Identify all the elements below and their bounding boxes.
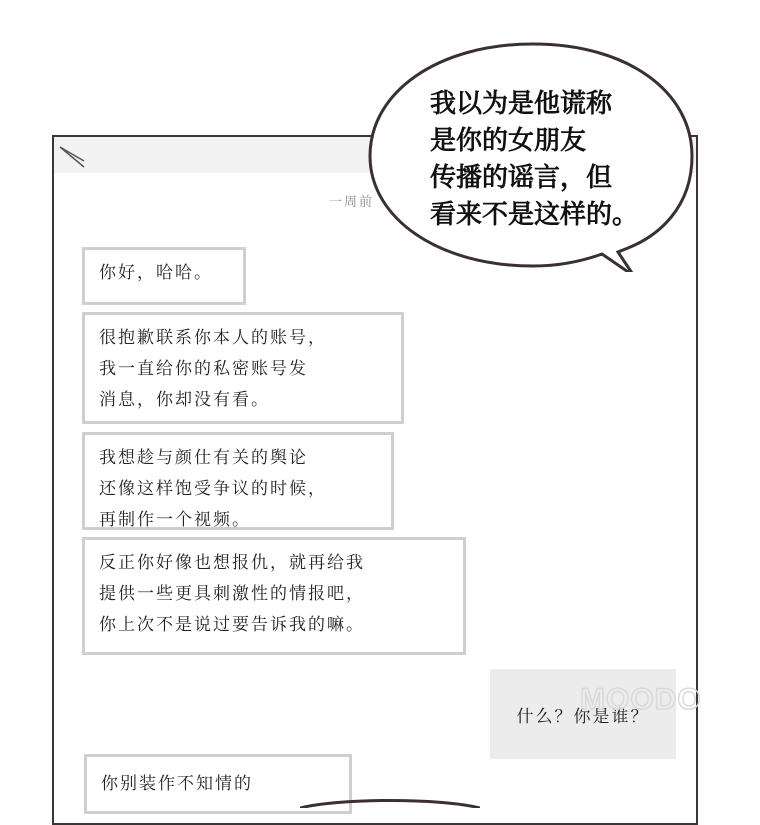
speech-bubble <box>366 40 700 272</box>
speech-bubble-text: 我以为是他谎称 是你的女朋友 传播的谣言，但 看来不是这样的。 <box>430 89 639 230</box>
message-timestamp: 一周前 <box>329 195 375 210</box>
incoming-message: 你好，哈哈。 <box>82 247 246 305</box>
incoming-message: 我想趁与颜仕有关的舆论 还像这样饱受争议的时候， 再制作一个视频。 <box>82 432 394 530</box>
incoming-message: 很抱歉联系你本人的账号， 我一直给你的私密账号发 消息，你却没有看。 <box>82 312 404 424</box>
incoming-message: 反正你好像也想报仇，就再给我 提供一些更具刺激性的情报吧， 你上次不是说过要告诉我的嘛。 <box>82 537 466 655</box>
incoming-message: 你别装作不知情的 <box>84 754 352 814</box>
outgoing-message: 什么？你是谁？ <box>490 669 676 759</box>
next-bubble-edge <box>300 796 480 808</box>
watermark-logo: MOODO <box>580 683 702 716</box>
back-arrow-icon[interactable] <box>54 137 88 173</box>
